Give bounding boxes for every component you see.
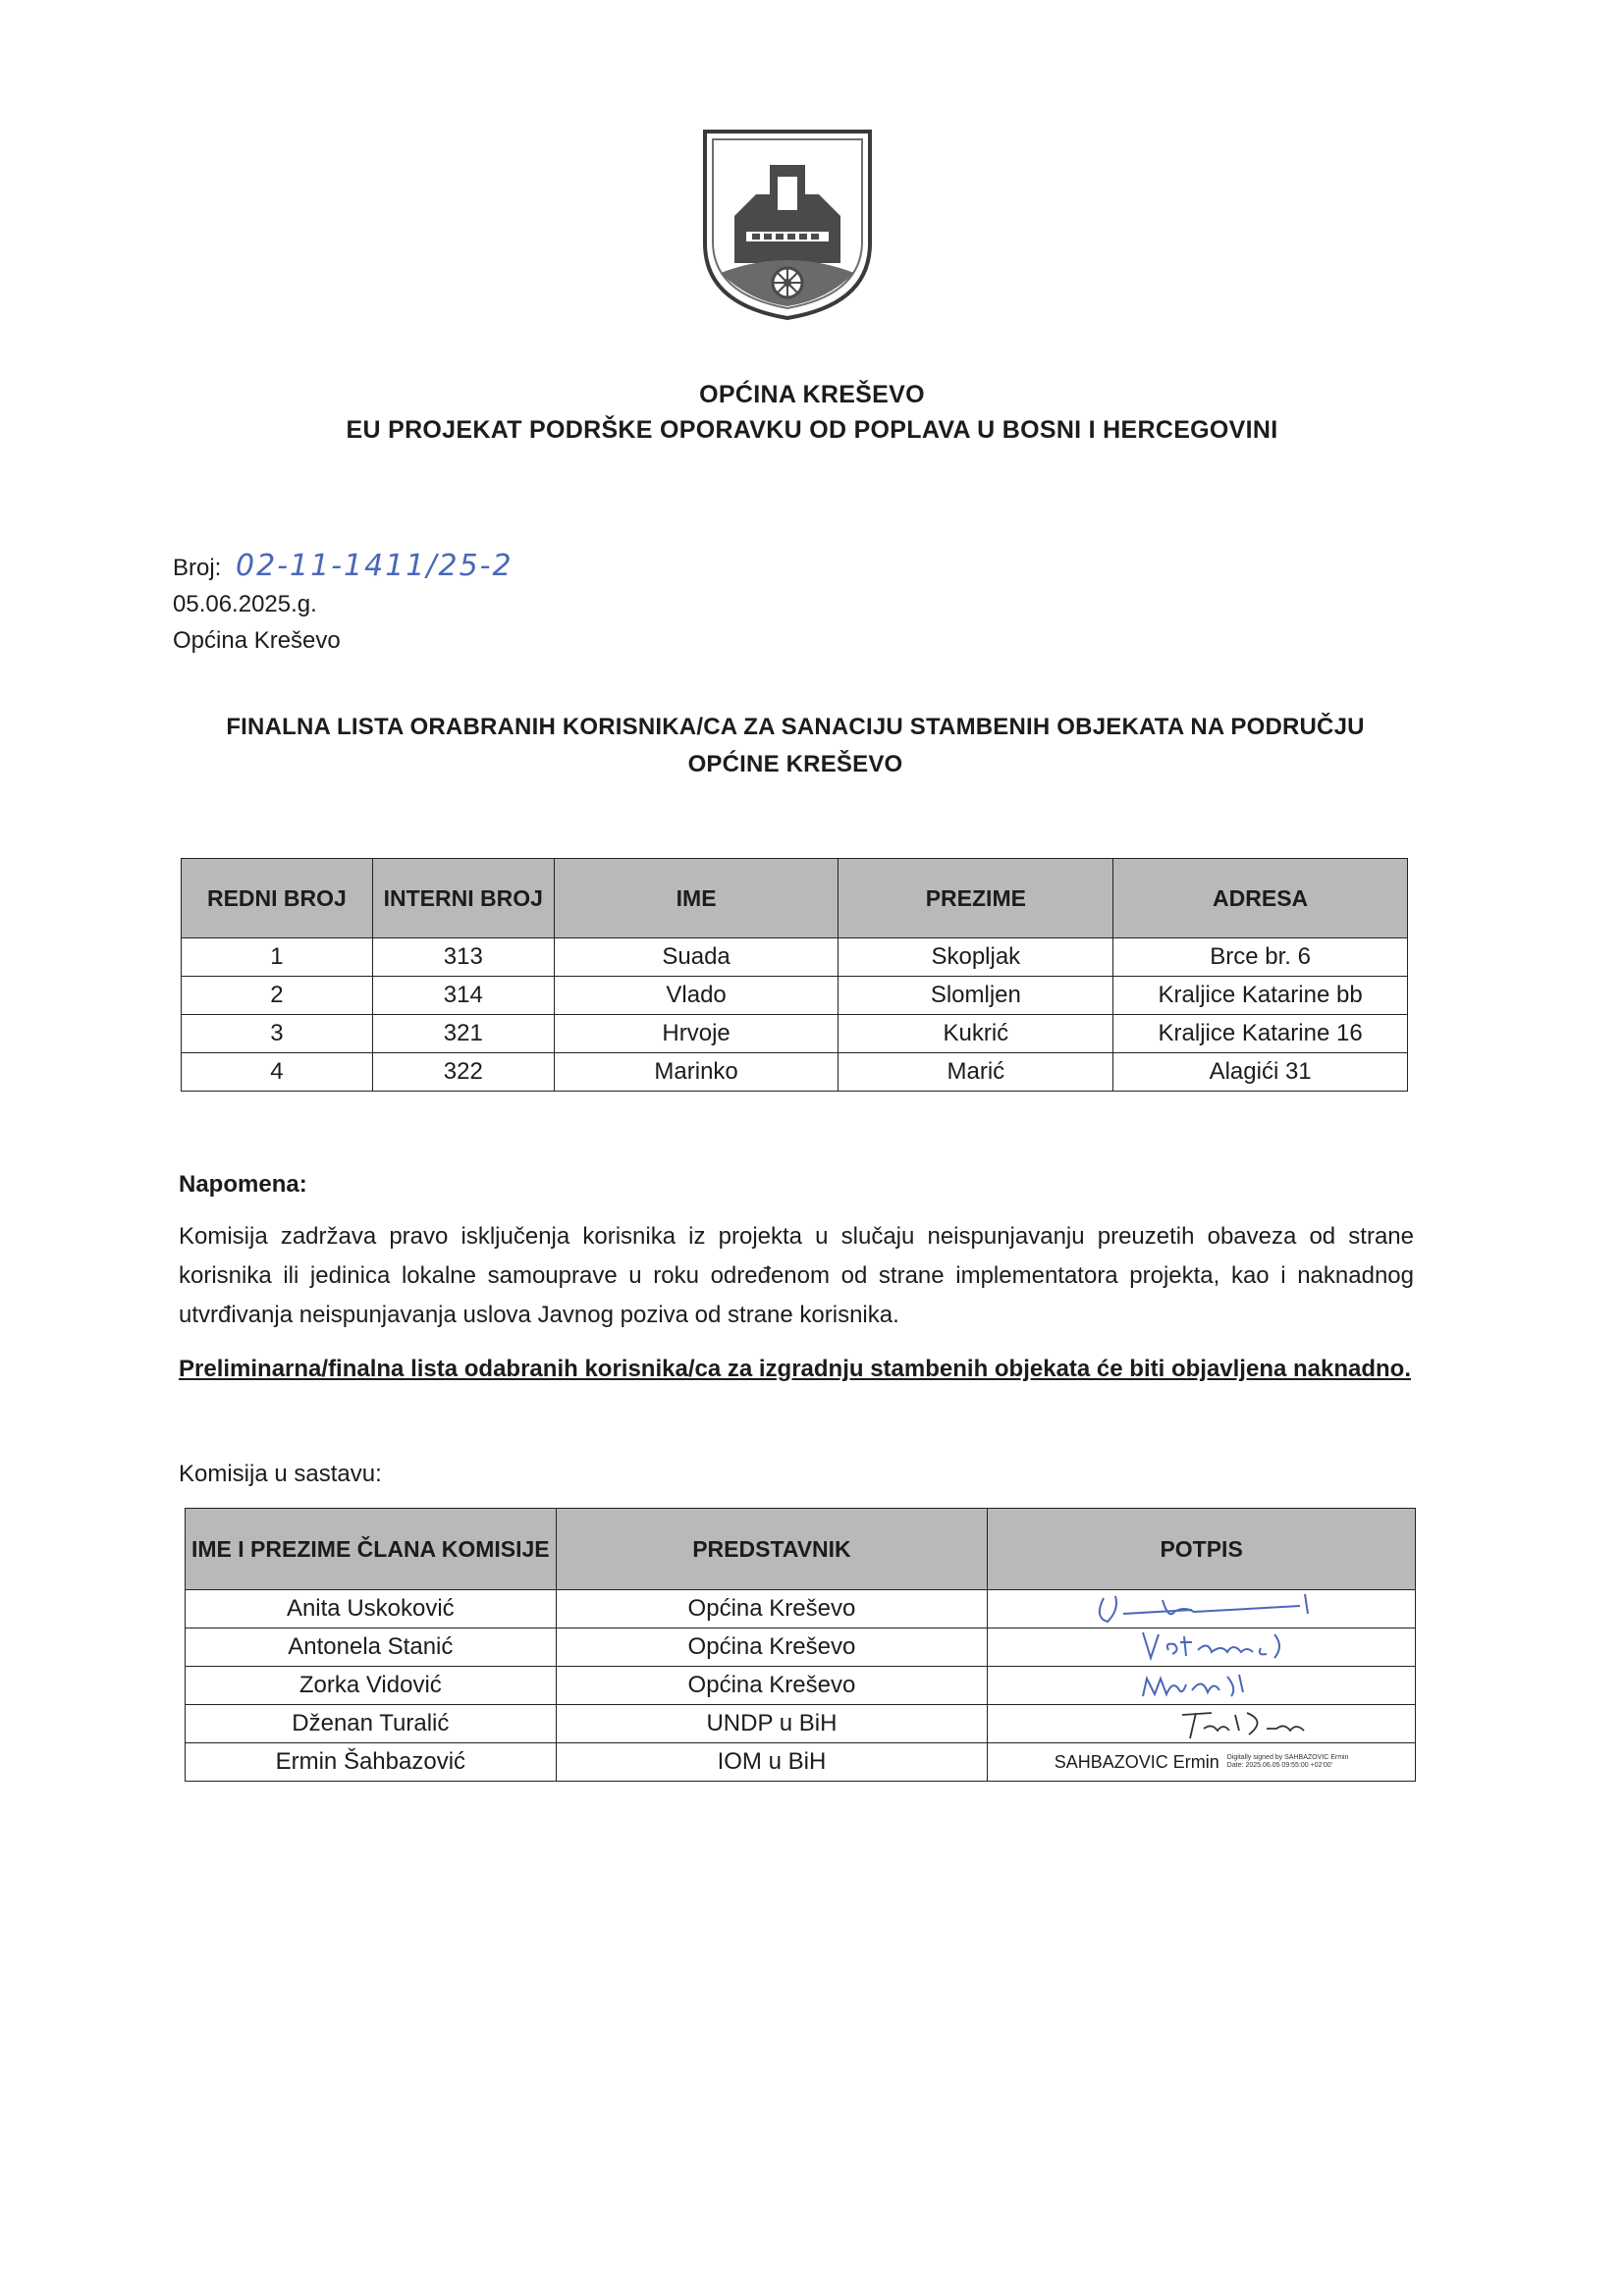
member-representative: UNDP u BiH: [556, 1705, 988, 1743]
project-heading: EU PROJEKAT PODRŠKE OPORAVKU OD POPLAVA U BOSNI I HERCEGOVINI: [346, 416, 1278, 444]
table-cell: Alagići 31: [1113, 1053, 1408, 1092]
table-row: [182, 977, 1408, 1015]
napomena-heading: Napomena:: [179, 1171, 307, 1198]
table-cell: 2: [182, 977, 373, 1015]
column-header: PREDSTAVNIK: [556, 1509, 988, 1590]
member-name: Ermin Šahbazović: [186, 1743, 557, 1782]
broj-label: Broj:: [173, 555, 222, 581]
table-cell: Skopljak: [839, 938, 1113, 977]
beneficiaries-table: [181, 858, 1408, 1092]
table-cell: 321: [372, 1015, 554, 1053]
handwritten-signature-icon: [1074, 1590, 1329, 1628]
table-cell: Marić: [839, 1053, 1113, 1092]
handwritten-signature-icon: [1074, 1667, 1329, 1704]
column-header: ADRESA: [1113, 859, 1408, 938]
table-row: [186, 1629, 1416, 1667]
document-meta: [173, 548, 514, 659]
member-name: Antonela Stanić: [186, 1629, 557, 1667]
broj-value: 02-11-1411/25-2: [236, 549, 514, 583]
table-row: [182, 1015, 1408, 1053]
preliminary-note: Preliminarna/finalna lista odabranih korisnika/ca za izgradnju stambenih objekata će biti objavljena naknadno.: [179, 1356, 1412, 1382]
commission-table: [185, 1508, 1416, 1782]
table-row: [186, 1743, 1416, 1782]
table-cell: Kukrić: [839, 1015, 1113, 1053]
handwritten-signature-icon: [1074, 1629, 1329, 1666]
member-representative: Općina Kreševo: [556, 1629, 988, 1667]
table-cell: 4: [182, 1053, 373, 1092]
table-cell: Suada: [554, 938, 839, 977]
napomena-text: Komisija zadržava pravo isključenja korisnika iz projekta u slučaju neispunjavanju preuzetih obaveza od strane korisnika ili jedinica lokalne samouprave u roku određenom od strane implementatora projekta, kao i naknadnog utvrđivanja neispunjavanja uslova Javnog poziva od strane korisnika.: [179, 1223, 1414, 1328]
member-representative: IOM u BiH: [556, 1743, 988, 1782]
table-cell: Marinko: [554, 1053, 839, 1092]
table-cell: Hrvoje: [554, 1015, 839, 1053]
member-name: Zorka Vidović: [186, 1667, 557, 1705]
column-header: POTPIS: [988, 1509, 1416, 1590]
table-header-row: [182, 859, 1408, 938]
table-cell: 314: [372, 977, 554, 1015]
table-cell: Kraljice Katarine 16: [1113, 1015, 1408, 1053]
column-header: IME: [554, 859, 839, 938]
member-name: Anita Uskoković: [186, 1590, 557, 1629]
table-cell: 1: [182, 938, 373, 977]
signature-cell: [988, 1743, 1416, 1782]
signature-cell: [988, 1667, 1416, 1705]
digital-signature: [988, 1752, 1415, 1773]
municipality-coat-of-arms-icon: [699, 126, 876, 322]
member-name: Dženan Turalić: [186, 1705, 557, 1743]
table-row: [186, 1590, 1416, 1629]
handwritten-signature-icon: [1074, 1705, 1329, 1742]
municipality-heading: OPĆINA KREŠEVO: [699, 381, 925, 408]
table-row: [182, 938, 1408, 977]
table-row: [186, 1667, 1416, 1705]
table-row: [186, 1705, 1416, 1743]
table-cell: Brce br. 6: [1113, 938, 1408, 977]
signature-cell: [988, 1590, 1416, 1629]
table-cell: Slomljen: [839, 977, 1113, 1015]
column-header: REDNI BROJ: [182, 859, 373, 938]
table-cell: 322: [372, 1053, 554, 1092]
document-title: FINALNA LISTA ORABRANIH KORISNIKA/CA ZA SANACIJU STAMBENIH OBJEKATA NA PODRUČJU OPĆINE KREŠEVO: [226, 714, 1365, 777]
member-representative: Općina Kreševo: [556, 1590, 988, 1629]
table-header-row: [186, 1509, 1416, 1590]
column-header: IME I PREZIME ČLANA KOMISIJE: [186, 1509, 557, 1590]
digital-signature-name: SAHBAZOVIC Ermin: [1054, 1751, 1219, 1772]
commission-label: Komisija u sastavu:: [179, 1461, 382, 1487]
table-cell: 3: [182, 1015, 373, 1053]
signature-cell: [988, 1629, 1416, 1667]
member-representative: Općina Kreševo: [556, 1667, 988, 1705]
document-date: 05.06.2025.g.: [173, 591, 317, 617]
table-cell: 313: [372, 938, 554, 977]
table-cell: Kraljice Katarine bb: [1113, 977, 1408, 1015]
table-row: [182, 1053, 1408, 1092]
signature-cell: [988, 1705, 1416, 1743]
digital-signature-details: [1227, 1754, 1349, 1770]
table-cell: Vlado: [554, 977, 839, 1015]
digital-signature-line: Digitally signed by SAHBAZOVIC Ermin: [1226, 1754, 1349, 1761]
column-header: PREZIME: [839, 859, 1113, 938]
document-place: Općina Kreševo: [173, 627, 341, 654]
column-header: INTERNI BROJ: [372, 859, 554, 938]
digital-signature-line: Date: 2025.06.05 09:55:00 +02'00': [1226, 1762, 1332, 1769]
